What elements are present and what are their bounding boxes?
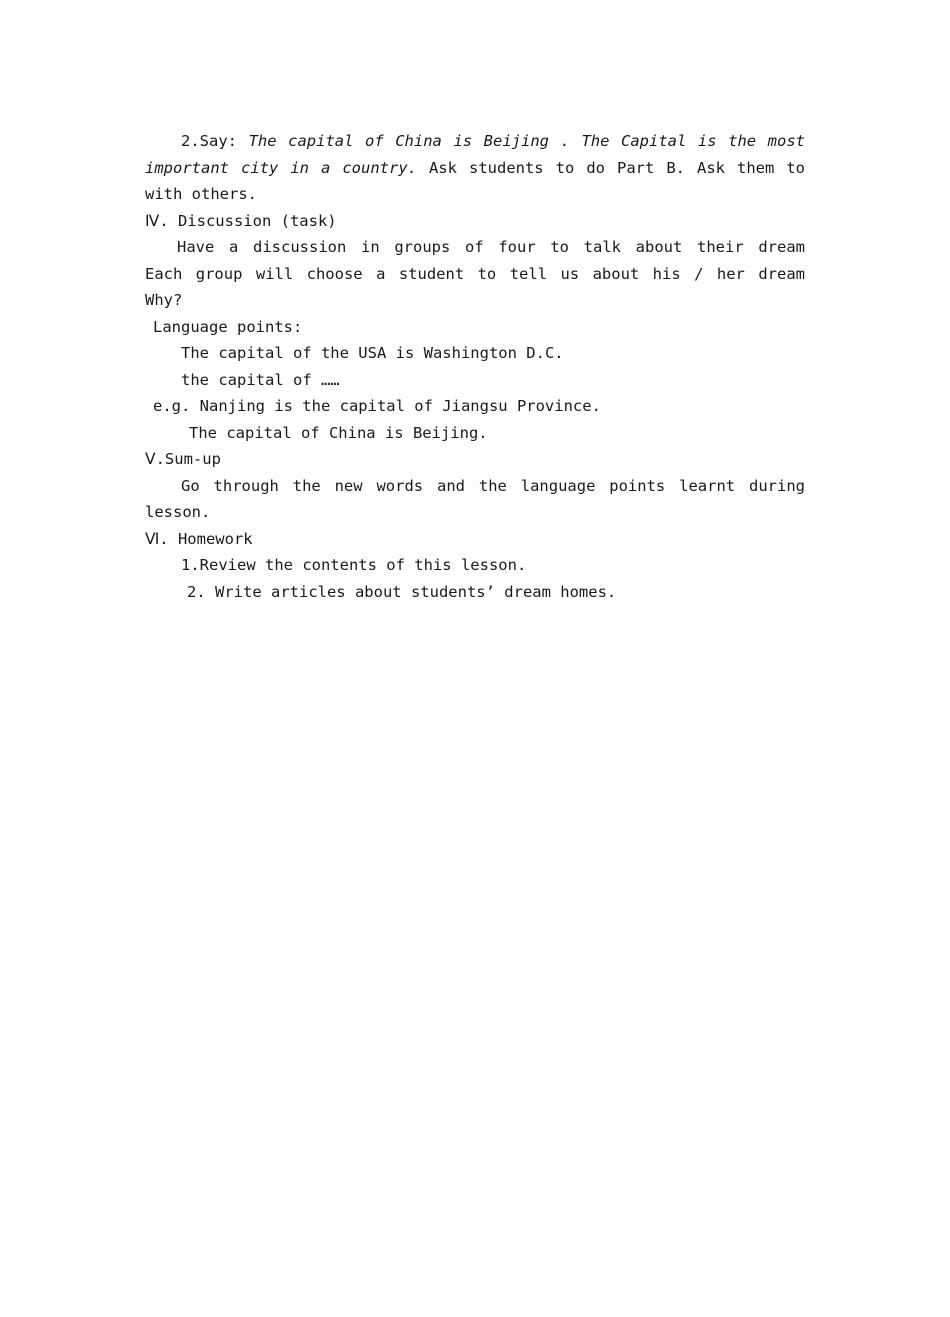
step2-line3: with others. (145, 185, 257, 203)
language-point-item-2: the capital of …… (181, 370, 340, 389)
section-6-heading: Ⅵ. Homework (145, 529, 253, 548)
step2-prefix: 2.Say: (181, 132, 249, 150)
section-5-heading: Ⅴ.Sum-up (145, 450, 221, 468)
discussion-para-line2: Each group will choose a student to tell us about his / her dream (145, 264, 805, 283)
homework-item-2: 2. Write articles about students’ dream homes. (187, 582, 617, 601)
sumup-para-line2: lesson. (145, 503, 211, 521)
language-points-label: Language points: (153, 317, 303, 336)
homework-item-1: 1.Review the contents of this lesson. (181, 556, 527, 574)
step2-line1 (145, 128, 805, 155)
section-4-heading: Ⅳ. Discussion (task) (145, 211, 337, 230)
discussion-para-line3: Why? (145, 291, 183, 309)
discussion-para-line1: Have a discussion in groups of four to talk about their dream (177, 238, 805, 256)
sumup-para-line1: Go through the new words and the language points learnt during (181, 476, 805, 495)
step2-instruction-text: Ask students to do Part B. Ask them to (428, 158, 805, 177)
language-point-item-1: The capital of the USA is Washington D.C. (181, 344, 564, 362)
example-line-1: e.g. Nanjing is the capital of Jiangsu Province. (153, 397, 601, 415)
document-body (145, 128, 805, 605)
step2-line2 (145, 155, 805, 182)
step2-italic-text-2: important city in a country. (145, 158, 417, 177)
example-line-2: The capital of China is Beijing. (189, 423, 488, 442)
step2-italic-text-1: The capital of China is Beijing . The Capital is the most (248, 132, 805, 150)
